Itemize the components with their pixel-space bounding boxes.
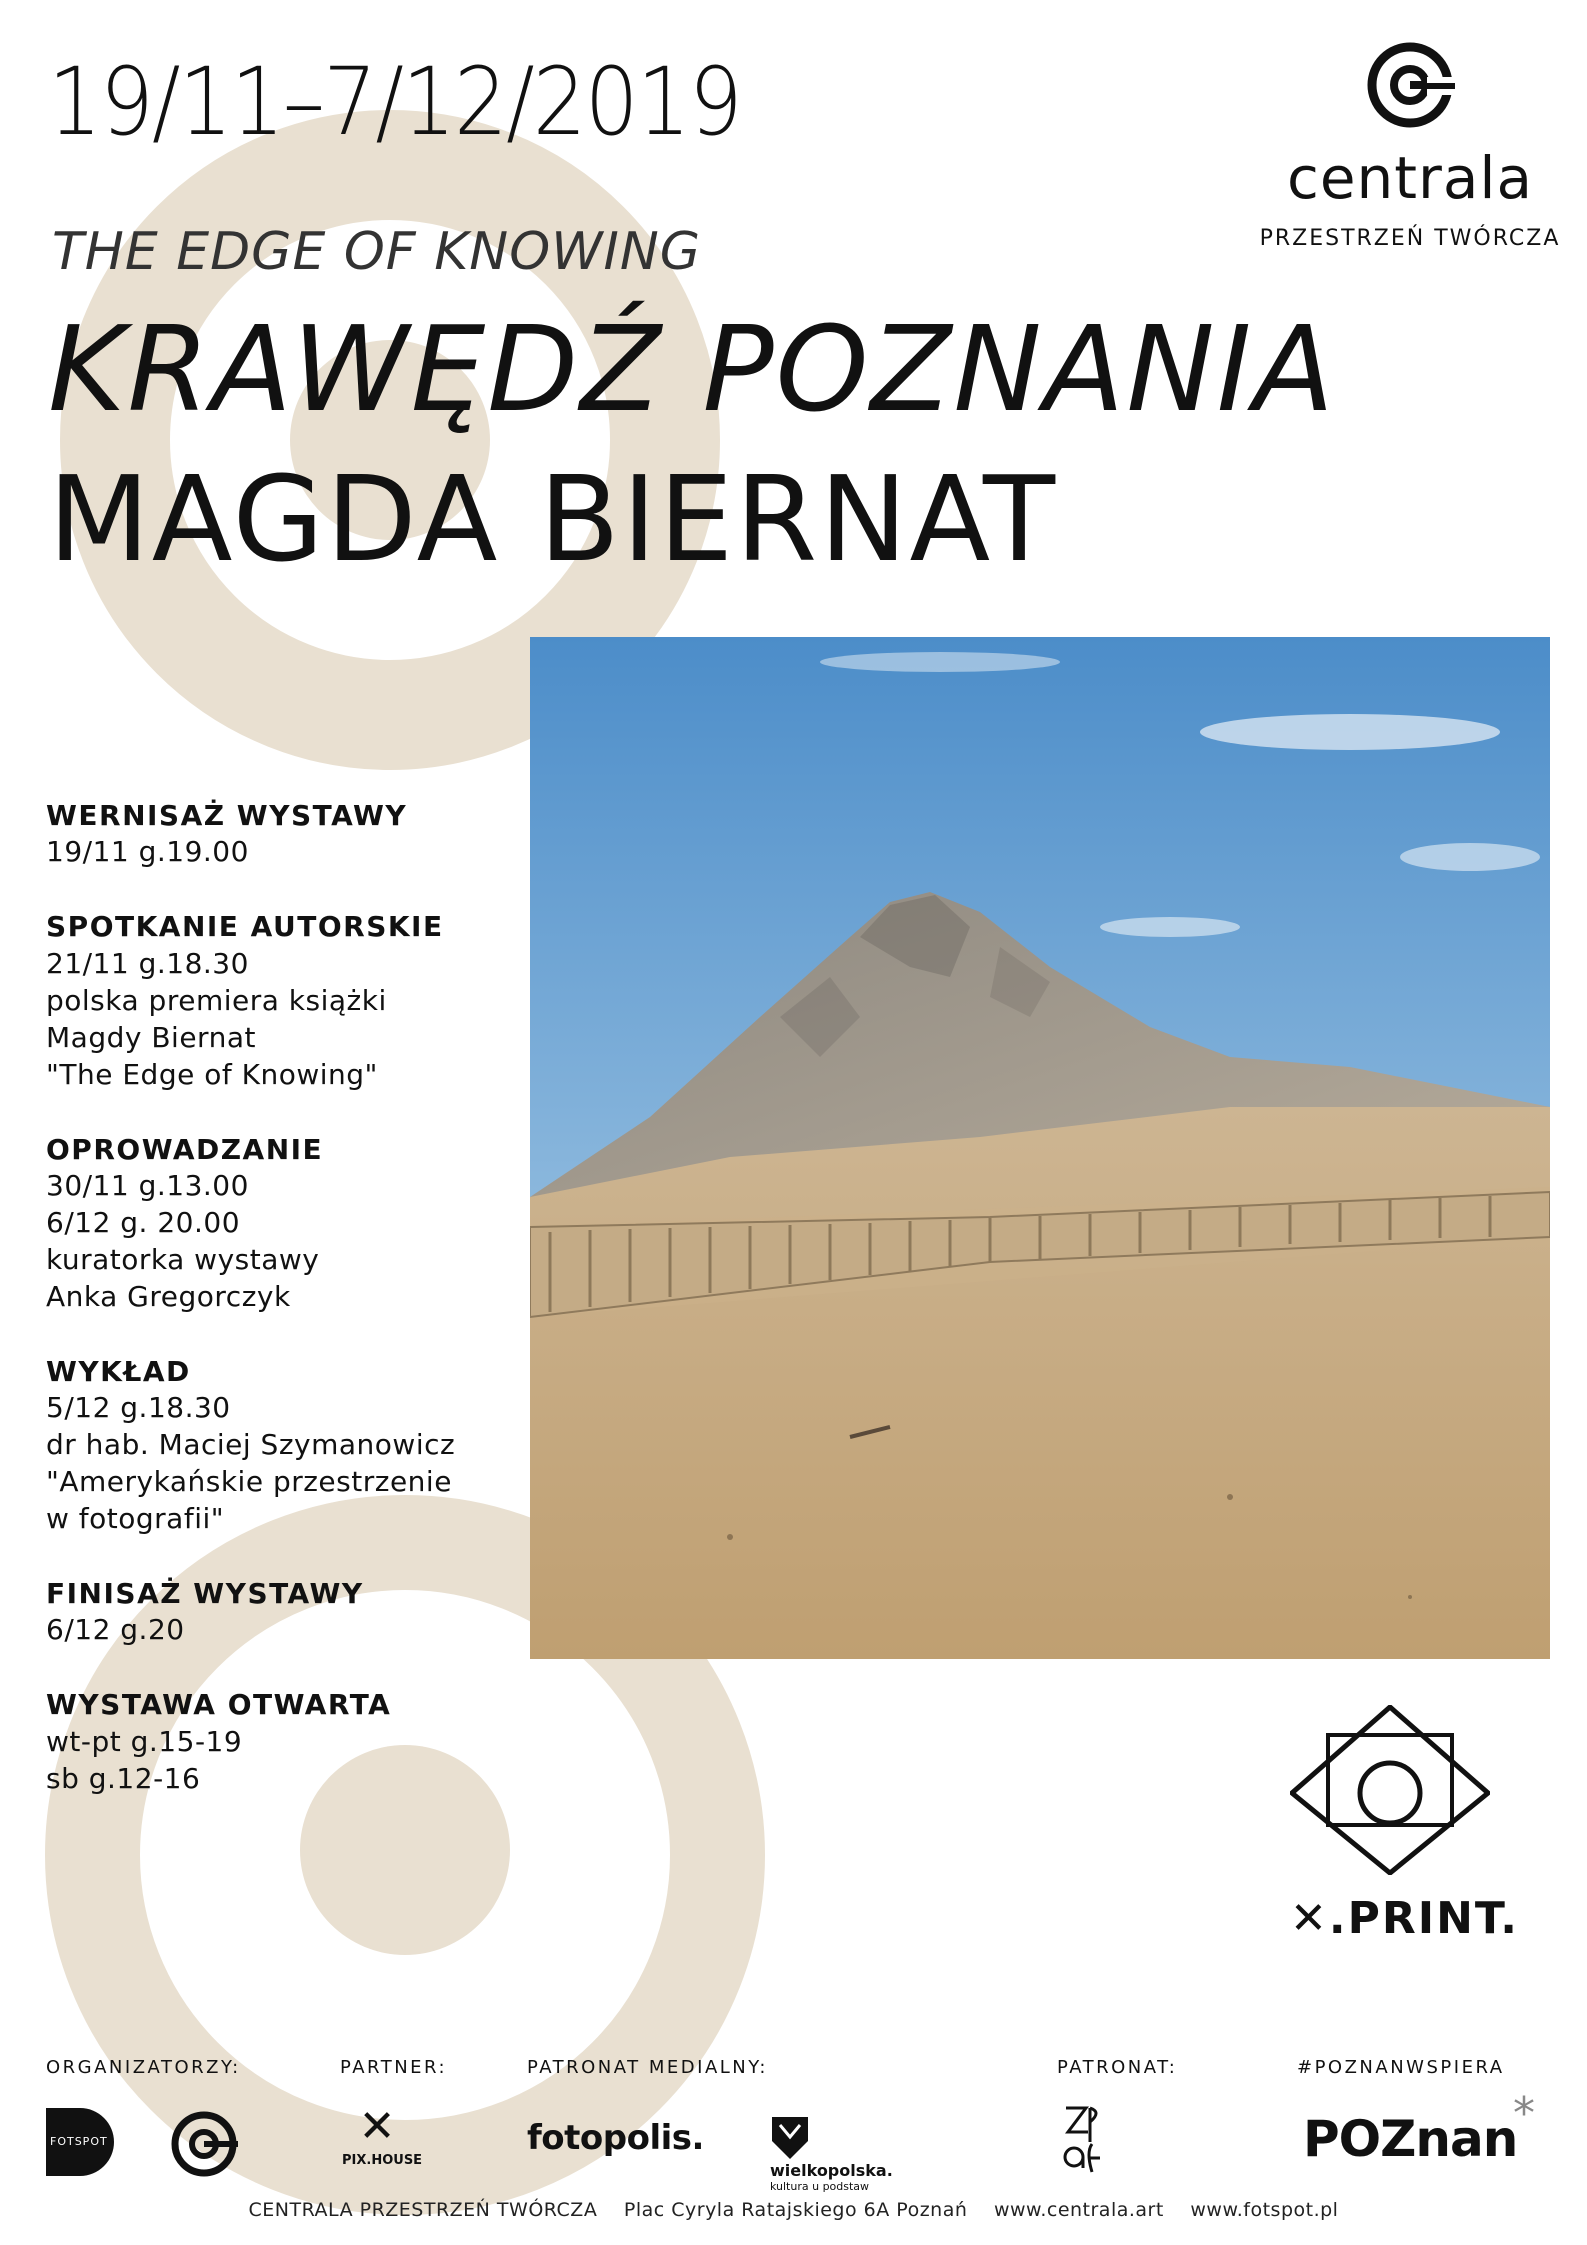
poznan-wordmark: POZnan [1303, 2110, 1518, 2168]
poznan-logo [1303, 2088, 1535, 2168]
event-detail: 5/12 g.18.30 [46, 1391, 231, 1425]
pixhouse-logo [342, 2101, 423, 2168]
xprint-logo [1290, 1705, 1519, 1944]
event-detail: dr hab. Maciej Szymanowicz [46, 1428, 456, 1462]
event-opening [46, 798, 526, 871]
event-detail: "Amerykańskie przestrzenie [46, 1465, 452, 1499]
event-detail: 21/11 g.18.30 [46, 946, 249, 980]
artist-name: MAGDA BIERNAT [48, 450, 1058, 588]
event-title: OPROWADZANIE [46, 1132, 324, 1166]
centrala-tagline: PRZESTRZEŃ TWÓRCZA [1259, 226, 1561, 251]
centrala-c-icon [1365, 40, 1455, 130]
partner-heading: PARTNER: [340, 2057, 448, 2078]
centrala-small-logo [170, 2110, 238, 2178]
subtitle-english: THE EDGE OF KNOWING [52, 222, 702, 282]
event-title: WYSTAWA OTWARTA [46, 1688, 392, 1722]
xprint-diamond-icon [1290, 1705, 1490, 1875]
zpaf-logo [1060, 2102, 1106, 2176]
event-detail: Anka Gregorczyk [46, 1279, 291, 1313]
event-title: WYKŁAD [46, 1354, 191, 1388]
fotospot-label: FOTSPOT [50, 2135, 108, 2148]
xprint-wordmark: ✕.PRINT. [1290, 1893, 1519, 1944]
event-detail: wt-pt g.15-19 [46, 1724, 243, 1758]
exhibition-dates: 19/11–7/12/2019 [48, 48, 741, 157]
hashtag-heading: #POZNANWSPIERA [1297, 2057, 1505, 2078]
event-schedule [46, 798, 526, 1836]
centrala-wordmark: centrala [1286, 144, 1534, 212]
fotopolis-logo: fotopolis. [527, 2118, 704, 2158]
event-detail: 6/12 g. 20.00 [46, 1205, 241, 1239]
event-opening-hours [46, 1687, 526, 1797]
event-detail: w fotografii" [46, 1502, 225, 1535]
event-detail: kuratorka wystawy [46, 1242, 320, 1276]
pixhouse-x-icon: ✕ [358, 2101, 396, 2152]
footer-website-fotspot[interactable]: www.fotspot.pl [1190, 2199, 1339, 2221]
event-detail: "The Edge of Knowing" [46, 1057, 378, 1091]
event-detail: sb g.12-16 [46, 1761, 201, 1795]
event-detail: 19/11 g.19.00 [46, 835, 249, 869]
event-closing [46, 1576, 526, 1649]
event-author-meeting [46, 909, 526, 1093]
wielkopolska-tagline: kultura u podstaw [770, 2180, 870, 2193]
event-detail: 6/12 g.20 [46, 1613, 185, 1647]
event-lecture [46, 1354, 526, 1538]
exhibition-title: KRAWĘDŹ POZNANIA [48, 300, 1337, 438]
fotospot-logo [46, 2108, 114, 2176]
footer [0, 2199, 1587, 2221]
event-guided-tour [46, 1132, 526, 1316]
wielkopolska-emblem-icon [770, 2115, 810, 2161]
wielkopolska-name: wielkopolska. [770, 2161, 893, 2180]
poznan-asterisk-icon: * [1513, 2088, 1535, 2139]
event-title: FINISAŻ WYSTAWY [46, 1576, 364, 1610]
organizers-heading: ORGANIZATORZY: [46, 2057, 241, 2078]
footer-organization: CENTRALA PRZESTRZEŃ TWÓRCZA [248, 2199, 598, 2221]
wielkopolska-logo [770, 2115, 893, 2193]
media-heading: PATRONAT MEDIALNY: [527, 2057, 768, 2078]
event-detail: Magdy Biernat [46, 1020, 256, 1054]
event-title: SPOTKANIE AUTORSKIE [46, 910, 444, 944]
footer-website-centrala[interactable]: www.centrala.art [993, 2199, 1164, 2221]
centrala-logo [1240, 40, 1580, 251]
patronage-heading: PATRONAT: [1057, 2057, 1178, 2078]
event-detail: 30/11 g.13.00 [46, 1168, 249, 1202]
event-detail: polska premiera książki [46, 983, 387, 1017]
footer-address: Plac Cyryla Ratajskiego 6A Poznań [623, 2199, 968, 2221]
event-title: WERNISAŻ WYSTAWY [46, 799, 408, 832]
exhibition-photo [530, 637, 1550, 1659]
pixhouse-label: PIX.HOUSE [342, 2153, 423, 2168]
